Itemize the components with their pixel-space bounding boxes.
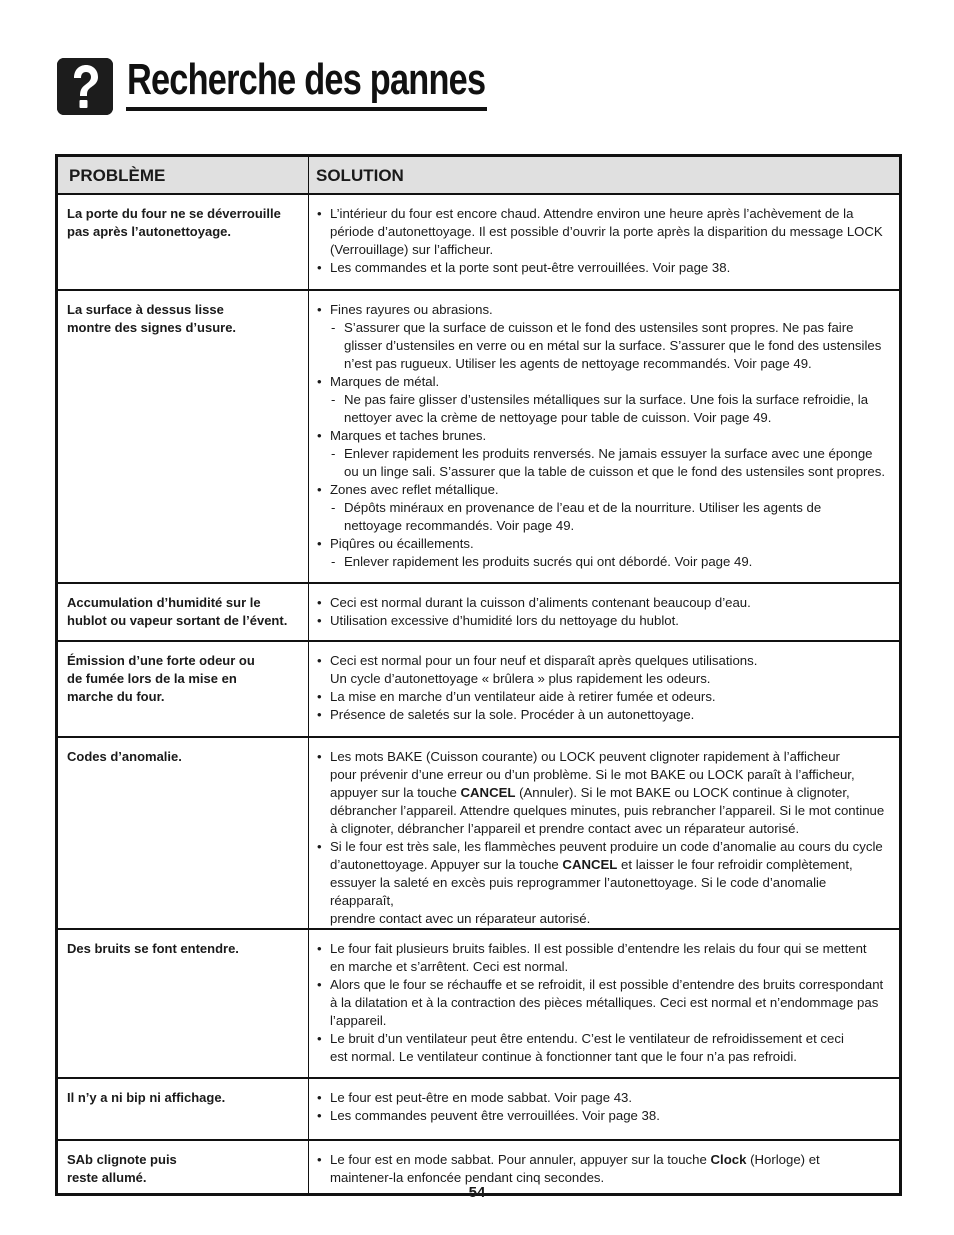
solution-text: d’autonettoyage. Appuyer sur la touche CANCEL et laisser le four refroidir complètement, bbox=[330, 857, 853, 872]
sub-text: - Enlever rapidement les produits renversés. Ne jamais essuyer la surface avec une éponge bbox=[344, 446, 873, 461]
sub-text: - Ne pas faire glisser d’ustensiles métalliques sur la surface. Une fois la surface refroidie, la bbox=[344, 392, 869, 407]
solution-text: • Si le four est très sale, les flammèches peuvent produire un code d’anomalie au cours du cycle bbox=[330, 839, 883, 854]
solution-text: appuyer sur la touche CANCEL (Annuler). Si le mot BAKE ou LOCK continue à clignoter, bbox=[330, 785, 850, 800]
solution-text: • Le four fait plusieurs bruits faibles. Il est possible d’entendre les relais du four qui se mettent bbox=[330, 941, 867, 956]
page-number: 54 bbox=[468, 1184, 486, 1201]
sub-text: glisser d’ustensiles en verre ou en métal sur la surface. S’assurer que le fond des ustensiles bbox=[344, 338, 882, 353]
solution-text: • Zones avec reflet métallique. bbox=[330, 482, 499, 497]
solution-text: • Piqûres ou écaillements. bbox=[330, 536, 474, 551]
column-header-problem: PROBLÈME bbox=[57, 156, 309, 195]
problem-text: Accumulation d’humidité sur le bbox=[67, 595, 261, 610]
problem-text: Codes d’anomalie. bbox=[67, 749, 182, 764]
sub-text: nettoyer avec la crème de nettoyage pour table de cuisson. Voir page 49. bbox=[344, 410, 772, 425]
problem-text: La porte du four ne se déverrouille bbox=[67, 206, 281, 221]
solution-text: • Alors que le four se réchauffe et se refroidit, il est possible d’entendre des bruits correspondant bbox=[330, 977, 884, 992]
solution-text: • Le four est peut-être en mode sabbat. Voir page 43. bbox=[330, 1090, 633, 1105]
solution-item bbox=[316, 706, 893, 724]
problem-cell bbox=[57, 194, 309, 290]
sub-text: - Dépôts minéraux en provenance de l’eau et de la nourriture. Utiliser les agents de bbox=[344, 500, 822, 515]
sub-text: ou un linge sali. S’assurer que la table de cuisson et que le fond des ustensiles sont propres. bbox=[344, 464, 886, 479]
solution-item bbox=[316, 1151, 893, 1187]
solution-list bbox=[316, 1089, 893, 1125]
solution-text: maintener-la enfoncée pendant cinq secondes. bbox=[330, 1170, 605, 1185]
solution-text: période d’autonettoyage. Il est possible d’ouvrir la porte après la disparition du message LOCK bbox=[330, 224, 883, 239]
solution-list bbox=[316, 205, 893, 277]
sub-list bbox=[330, 391, 893, 427]
sub-list bbox=[330, 445, 893, 481]
solution-text: en marche et s’arrêtent. Ceci est normal. bbox=[330, 959, 569, 974]
problem-text: marche du four. bbox=[67, 689, 165, 704]
solution-text: • Ceci est normal durant la cuisson d’aliments contenant beaucoup d’eau. bbox=[330, 595, 751, 610]
solution-cell bbox=[309, 194, 901, 290]
solution-item bbox=[316, 976, 893, 1030]
solution-text: prendre contact avec un réparateur autorisé. bbox=[330, 911, 591, 926]
solution-list bbox=[316, 594, 893, 630]
solution-item bbox=[316, 1107, 893, 1125]
button-name: CANCEL bbox=[460, 785, 516, 800]
sub-item bbox=[330, 445, 893, 481]
sub-text: - S’assurer que la surface de cuisson et le fond des ustensiles sont propres. Ne pas faire bbox=[344, 320, 854, 335]
solution-text: • Les mots BAKE (Cuisson courante) ou LOCK peuvent clignoter rapidement à l’afficheur bbox=[330, 749, 840, 764]
solution-item bbox=[316, 427, 893, 481]
table-row bbox=[57, 194, 901, 290]
solution-text: Un cycle d’autonettoyage « brûlera » plus rapidement les odeurs. bbox=[330, 671, 711, 686]
solution-list bbox=[316, 940, 893, 1066]
solution-item bbox=[316, 373, 893, 427]
solution-text: • Le bruit d’un ventilateur peut être entendu. C’est le ventilateur de refroidissement et ceci bbox=[330, 1031, 844, 1046]
solution-text: débrancher l’appareil. Attendre quelques minutes, puis rebrancher l’appareil. Si le mot continue bbox=[330, 803, 885, 818]
solution-item bbox=[316, 748, 893, 838]
button-name: Clock bbox=[710, 1152, 747, 1167]
solution-cell bbox=[309, 290, 901, 583]
solution-list bbox=[316, 301, 893, 571]
column-header-solution: SOLUTION bbox=[309, 156, 901, 195]
page-title: Recherche des pannes bbox=[127, 55, 486, 104]
solution-text: à la dilatation et à la contraction des pièces métalliques. Ceci est normal et n’endommage pas bbox=[330, 995, 879, 1010]
sub-item bbox=[330, 319, 893, 373]
solution-text: l’appareil. bbox=[330, 1013, 387, 1028]
solution-item bbox=[316, 1089, 893, 1107]
solution-text: • Marques et taches brunes. bbox=[330, 428, 487, 443]
solution-item bbox=[316, 1030, 893, 1066]
solution-text: • Fines rayures ou abrasions. bbox=[330, 302, 493, 317]
solution-text: • Les commandes peuvent être verrouillées. Voir page 38. bbox=[330, 1108, 660, 1123]
table-row bbox=[57, 737, 901, 929]
problem-text: montre des signes d’usure. bbox=[67, 320, 237, 335]
solution-list bbox=[316, 652, 893, 724]
sub-text: nettoyage recommandés. Voir page 49. bbox=[344, 518, 575, 533]
solution-item bbox=[316, 259, 893, 277]
solution-item bbox=[316, 205, 893, 259]
sub-item bbox=[330, 553, 893, 571]
solution-item bbox=[316, 940, 893, 976]
table-row bbox=[57, 929, 901, 1078]
table-header-row bbox=[57, 156, 901, 195]
problem-cell bbox=[57, 737, 309, 929]
solution-cell bbox=[309, 641, 901, 737]
problem-text: reste allumé. bbox=[67, 1170, 147, 1185]
sub-item bbox=[330, 391, 893, 427]
problem-cell bbox=[57, 290, 309, 583]
solution-item bbox=[316, 652, 893, 688]
problem-text: pas après l’autonettoyage. bbox=[67, 224, 231, 239]
solution-list bbox=[316, 748, 893, 928]
solution-text: essuyer la saleté en excès puis reprogrammer l’autonettoyage. Si le code d’anomalie réapparaît, bbox=[330, 875, 827, 908]
solution-text: • L’intérieur du four est encore chaud. Attendre environ une heure après l’achèvement de la bbox=[330, 206, 854, 221]
solution-text: • Utilisation excessive d’humidité lors du nettoyage du hublot. bbox=[330, 613, 679, 628]
problem-cell bbox=[57, 1078, 309, 1140]
troubleshooting-table bbox=[55, 154, 902, 1196]
solution-text: • La mise en marche d’un ventilateur aide à retirer fumée et odeurs. bbox=[330, 689, 716, 704]
solution-cell bbox=[309, 583, 901, 641]
question-mark-icon bbox=[57, 58, 113, 115]
solution-item bbox=[316, 594, 893, 612]
problem-cell bbox=[57, 583, 309, 641]
problem-text: Des bruits se font entendre. bbox=[67, 941, 239, 956]
solution-item bbox=[316, 688, 893, 706]
problem-cell bbox=[57, 641, 309, 737]
solution-item bbox=[316, 481, 893, 535]
solution-text: • Marques de métal. bbox=[330, 374, 440, 389]
solution-text: • Les commandes et la porte sont peut-être verrouillées. Voir page 38. bbox=[330, 260, 731, 275]
solution-item bbox=[316, 535, 893, 571]
solution-cell bbox=[309, 737, 901, 929]
problem-text: SAb clignote puis bbox=[67, 1152, 177, 1167]
sub-item bbox=[330, 499, 893, 535]
sub-text: n’est pas rugueux. Utiliser les agents de nettoyage recommandés. Voir page 49. bbox=[344, 356, 812, 371]
solution-text: • Ceci est normal pour un four neuf et disparaît après quelques utilisations. bbox=[330, 653, 758, 668]
problem-text: Il n’y a ni bip ni affichage. bbox=[67, 1090, 226, 1105]
solution-text: est normal. Le ventilateur continue à fonctionner tant que le four n’a pas refroidi. bbox=[330, 1049, 797, 1064]
solution-text: • Le four est en mode sabbat. Pour annuler, appuyer sur la touche Clock (Horloge) et bbox=[330, 1152, 820, 1167]
problem-text: La surface à dessus lisse bbox=[67, 302, 224, 317]
problem-text: de fumée lors de la mise en bbox=[67, 671, 237, 686]
problem-text: hublot ou vapeur sortant de l’évent. bbox=[67, 613, 288, 628]
sub-list bbox=[330, 553, 893, 571]
solution-cell bbox=[309, 1078, 901, 1140]
sub-list bbox=[330, 499, 893, 535]
solution-text: • Présence de saletés sur la sole. Procéder à un autonettoyage. bbox=[330, 707, 695, 722]
solution-item bbox=[316, 838, 893, 928]
sub-text: - Enlever rapidement les produits sucrés qui ont débordé. Voir page 49. bbox=[344, 554, 753, 569]
table-row bbox=[57, 583, 901, 641]
solution-text: pour prévenir d’une erreur ou d’un problème. Si le mot BAKE ou LOCK paraît à l’afficheur, bbox=[330, 767, 855, 782]
sub-list bbox=[330, 319, 893, 373]
problem-text: Émission d’une forte odeur ou bbox=[67, 653, 255, 668]
solution-text: (Verrouillage) sur l’afficheur. bbox=[330, 242, 494, 257]
solution-cell bbox=[309, 929, 901, 1078]
problem-cell bbox=[57, 929, 309, 1078]
table-row bbox=[57, 1078, 901, 1140]
solution-item bbox=[316, 612, 893, 630]
solution-list bbox=[316, 1151, 893, 1187]
title-underline bbox=[126, 107, 487, 111]
table-row bbox=[57, 290, 901, 583]
button-name: CANCEL bbox=[562, 857, 618, 872]
table-row bbox=[57, 641, 901, 737]
solution-text: à clignoter, débrancher l’appareil et prendre contact avec un réparateur autorisé. bbox=[330, 821, 800, 836]
solution-item bbox=[316, 301, 893, 373]
